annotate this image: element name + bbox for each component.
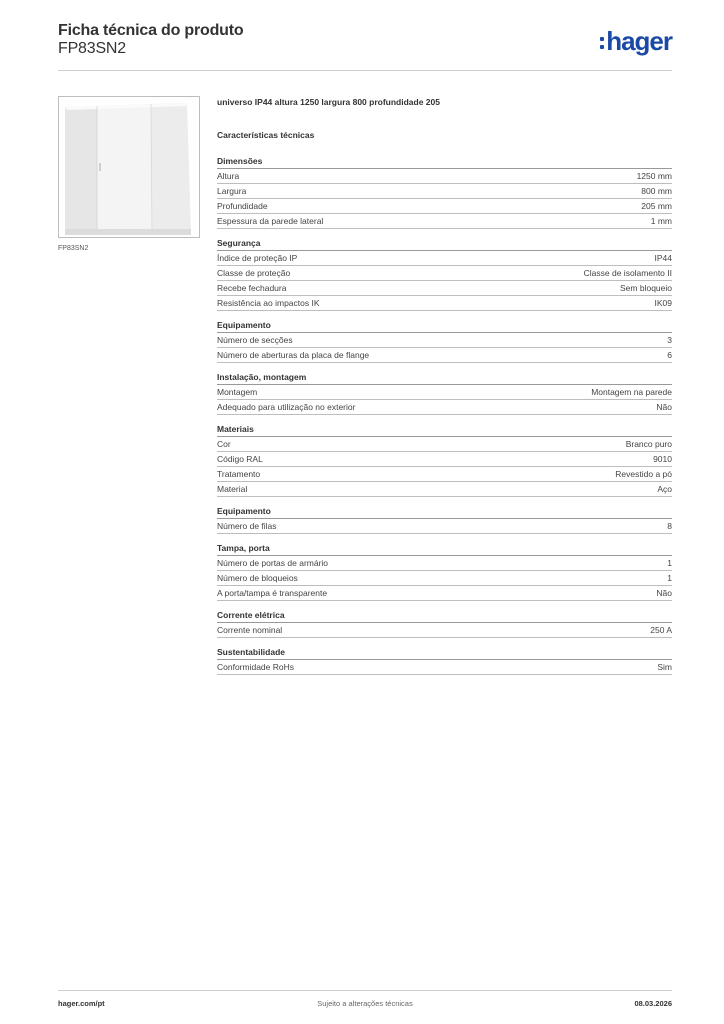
spec-section	[217, 646, 672, 675]
section-title: Tampa, porta	[217, 542, 672, 556]
spec-sections	[217, 155, 672, 675]
section-title: Sustentabilidade	[217, 646, 672, 660]
section-title: Equipamento	[217, 505, 672, 519]
logo-text: hager	[606, 26, 672, 56]
spec-label: Largura	[217, 186, 247, 196]
cabinet-illustration	[59, 97, 199, 237]
spec-label: Material	[217, 484, 248, 494]
spec-row	[217, 437, 672, 452]
spec-row	[217, 385, 672, 400]
spec-section	[217, 371, 672, 415]
spec-value: 3	[667, 335, 672, 345]
spec-label: Adequado para utilização no exterior	[217, 402, 356, 412]
section-title: Segurança	[217, 237, 672, 251]
spec-label: Profundidade	[217, 201, 268, 211]
spec-row	[217, 333, 672, 348]
spec-label: Cor	[217, 439, 231, 449]
spec-label: Índice de proteção IP	[217, 253, 298, 263]
spec-row	[217, 281, 672, 296]
spec-row	[217, 571, 672, 586]
spec-row	[217, 184, 672, 199]
spec-value: 9010	[653, 454, 672, 464]
page-footer	[58, 990, 672, 1021]
spec-label: Espessura da parede lateral	[217, 216, 324, 226]
section-title: Instalação, montagem	[217, 371, 672, 385]
spec-value: Classe de isolamento II	[583, 268, 672, 278]
spec-row	[217, 348, 672, 363]
spec-row	[217, 482, 672, 497]
spec-value: 1 mm	[650, 216, 672, 226]
logo-dots-icon	[600, 37, 604, 49]
section-title: Materiais	[217, 423, 672, 437]
image-caption: FP83SN2	[58, 245, 89, 252]
spec-label: Tratamento	[217, 469, 261, 479]
spec-label: Código RAL	[217, 454, 263, 464]
spec-row	[217, 623, 672, 638]
spec-section	[217, 609, 672, 638]
spec-row	[217, 452, 672, 467]
product-image	[58, 96, 200, 238]
spec-value: Revestido a pó	[615, 469, 672, 479]
spec-label: Conformidade RoHs	[217, 662, 295, 672]
spec-label: Número de aberturas da placa de flange	[217, 350, 370, 360]
spec-row	[217, 266, 672, 281]
spec-value: IP44	[654, 253, 672, 263]
spec-section	[217, 319, 672, 363]
spec-row	[217, 467, 672, 482]
spec-label: Número de filas	[217, 521, 277, 531]
spec-label: Classe de proteção	[217, 268, 291, 278]
spec-value: 8	[667, 521, 672, 531]
spec-row	[217, 660, 672, 675]
section-title: Dimensões	[217, 155, 672, 169]
spec-value: 1	[667, 573, 672, 583]
section-title: Equipamento	[217, 319, 672, 333]
spec-row	[217, 199, 672, 214]
spec-row	[217, 251, 672, 266]
spec-value: Branco puro	[625, 439, 672, 449]
spec-label: Recebe fechadura	[217, 283, 287, 293]
spec-value: Sim	[657, 662, 672, 672]
spec-row	[217, 519, 672, 534]
spec-section	[217, 505, 672, 534]
spec-value: Não	[656, 402, 672, 412]
spec-section	[217, 542, 672, 601]
spec-heading: Características técnicas	[217, 130, 315, 140]
spec-section	[217, 237, 672, 311]
section-title: Corrente elétrica	[217, 609, 672, 623]
spec-label: Montagem	[217, 387, 258, 397]
spec-label: Número de portas de armário	[217, 558, 329, 568]
page-header	[58, 22, 672, 71]
spec-value: Montagem na parede	[591, 387, 672, 397]
spec-label: Número de secções	[217, 335, 293, 345]
document-title: Ficha técnica do produto	[58, 22, 244, 39]
spec-value: 1	[667, 558, 672, 568]
spec-value: Sem bloqueio	[620, 283, 672, 293]
spec-value: 250 A	[650, 625, 672, 635]
spec-value: 1250 mm	[636, 171, 672, 181]
spec-label: Resistência ao impactos IK	[217, 298, 320, 308]
spec-label: A porta/tampa é transparente	[217, 588, 328, 598]
spec-value: 205 mm	[641, 201, 672, 211]
spec-section	[217, 423, 672, 497]
spec-row	[217, 169, 672, 184]
spec-label: Corrente nominal	[217, 625, 283, 635]
footer-notice: Sujeito a alterações técnicas	[317, 999, 413, 1008]
hager-logo	[600, 26, 672, 56]
product-code: FP83SN2	[58, 40, 126, 57]
spec-row	[217, 296, 672, 311]
spec-label: Altura	[217, 171, 240, 181]
footer-date: 08.03.2026	[634, 999, 672, 1008]
spec-value: 6	[667, 350, 672, 360]
spec-value: 800 mm	[641, 186, 672, 196]
spec-row	[217, 400, 672, 415]
spec-value: IK09	[654, 298, 672, 308]
spec-row	[217, 586, 672, 601]
spec-value: Não	[656, 588, 672, 598]
spec-row	[217, 214, 672, 229]
footer-website: hager.com/pt	[58, 999, 105, 1008]
spec-section	[217, 155, 672, 229]
spec-label: Número de bloqueios	[217, 573, 298, 583]
spec-row	[217, 556, 672, 571]
spec-content	[217, 96, 672, 683]
spec-value: Aço	[657, 484, 672, 494]
product-summary: universo IP44 altura 1250 largura 800 profundidade 205	[217, 97, 440, 107]
